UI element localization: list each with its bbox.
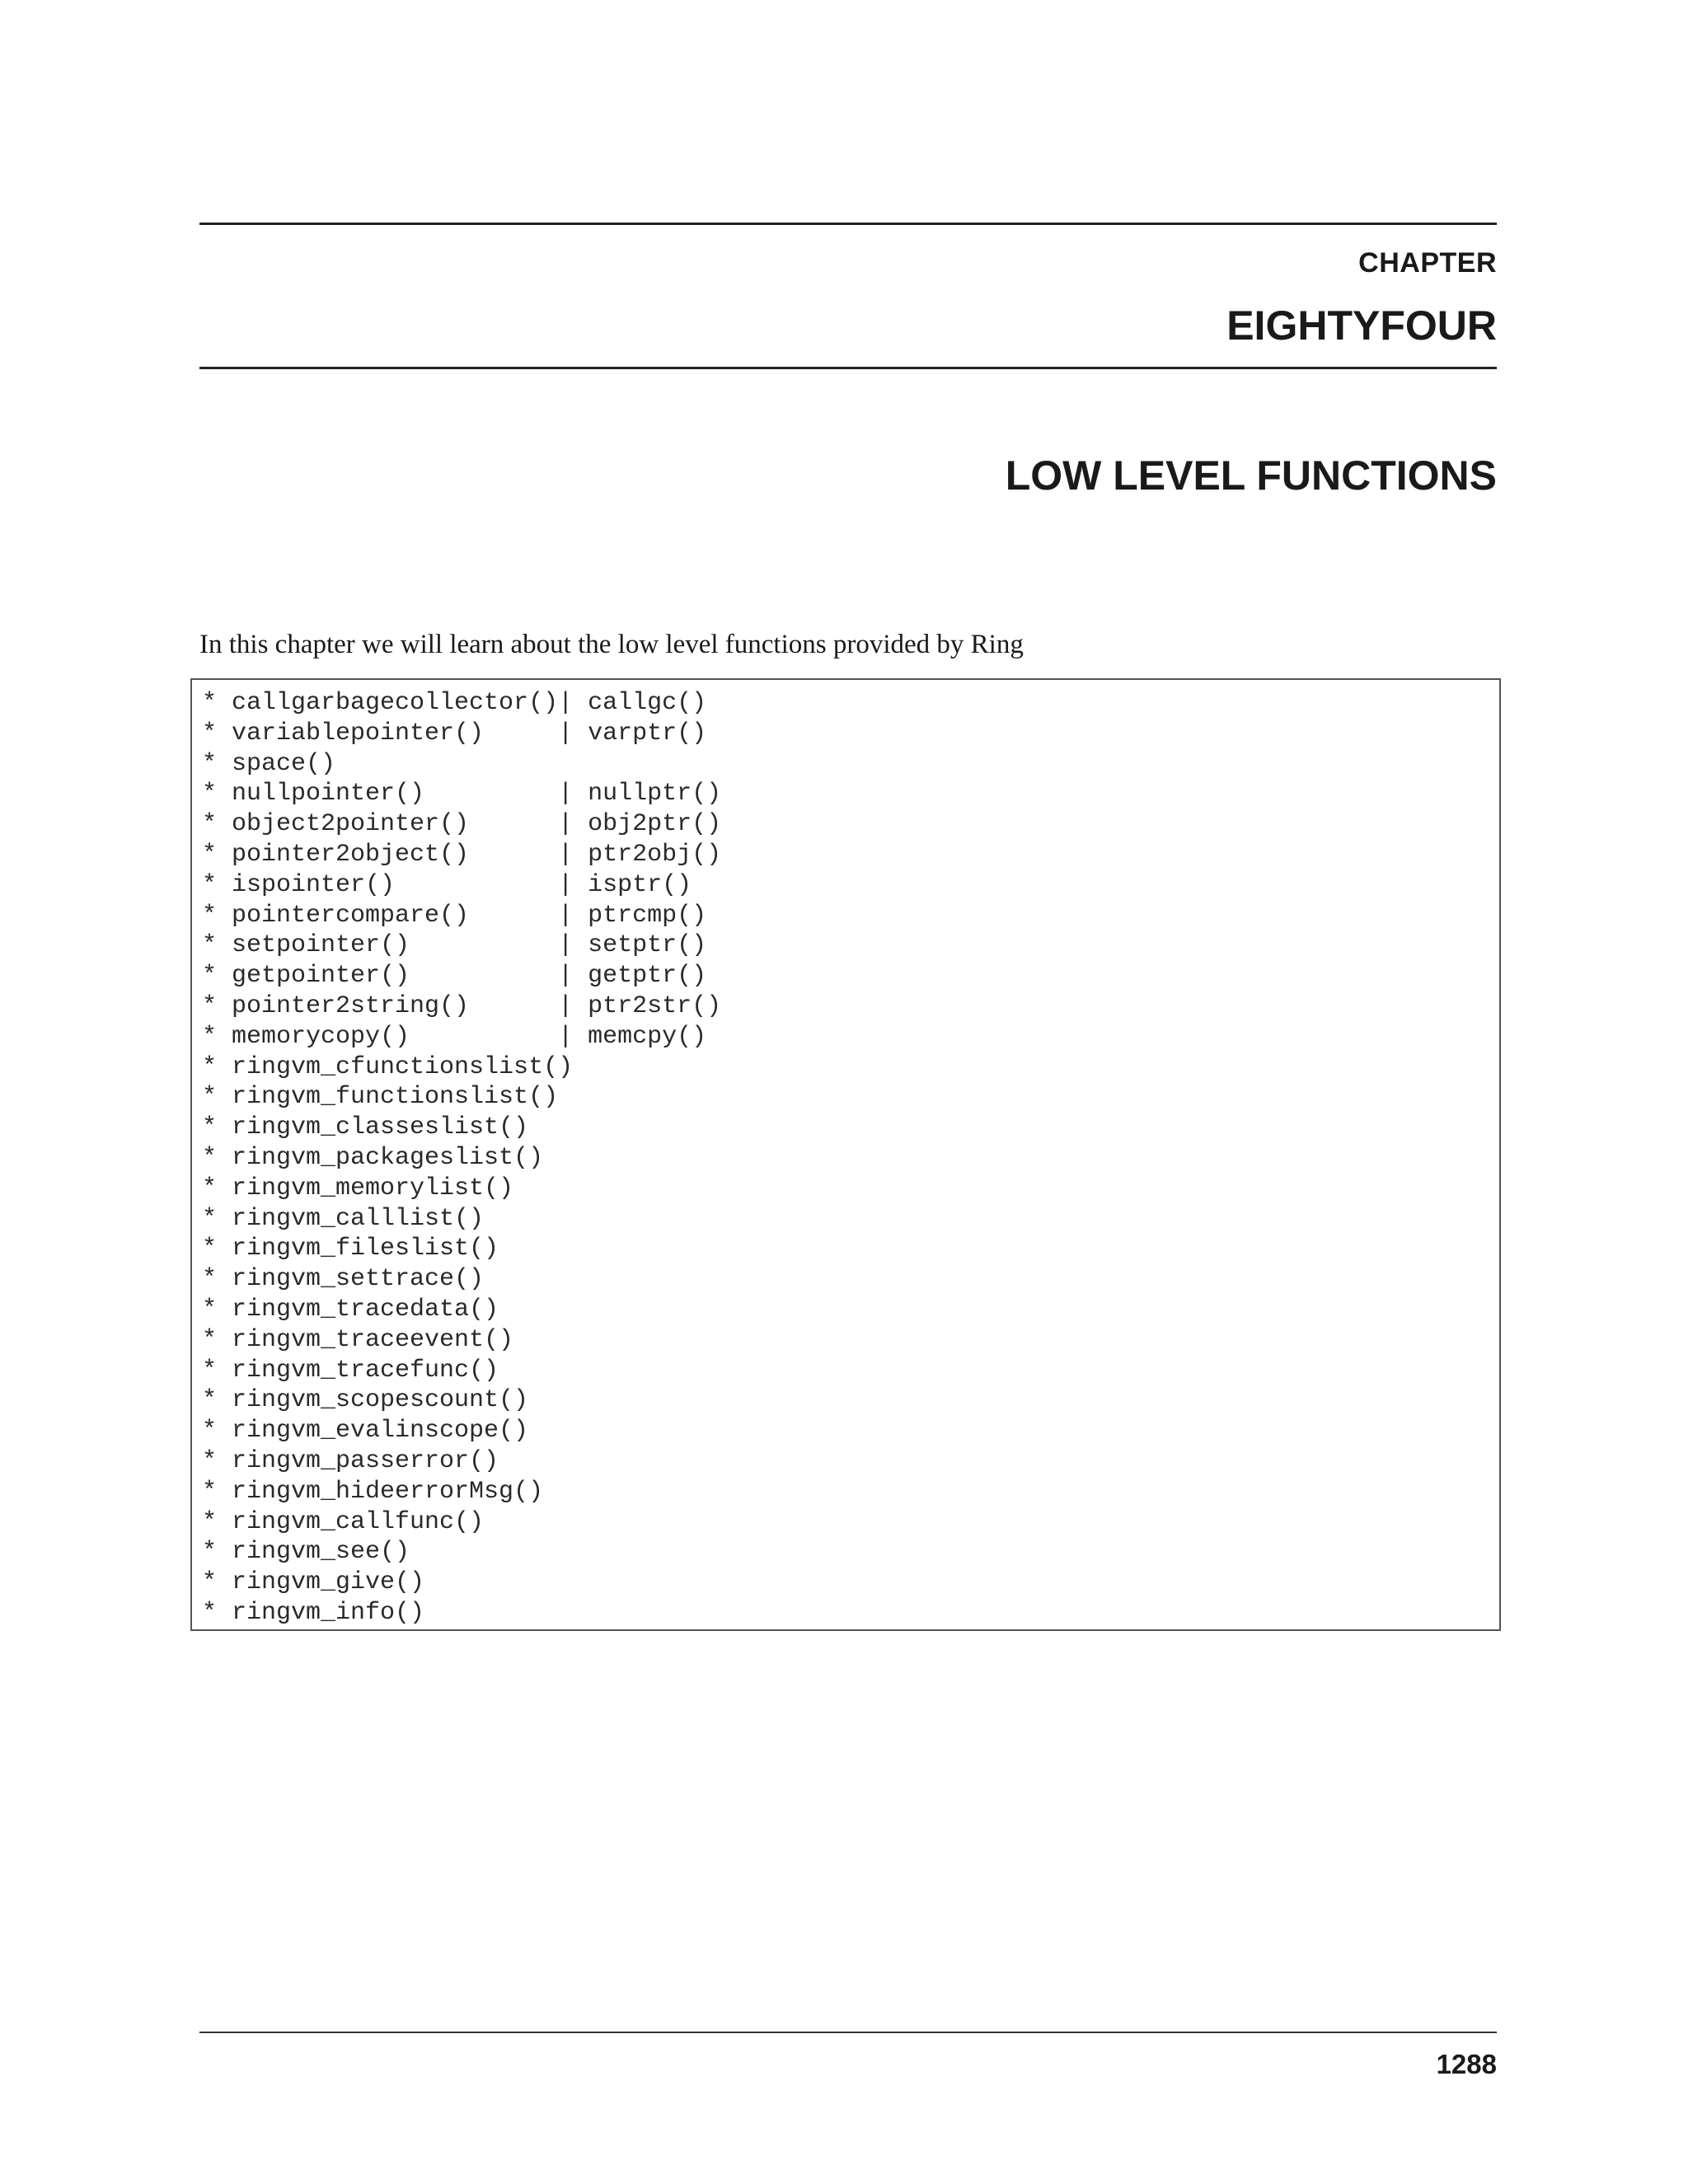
code-line: * object2pointer() | obj2ptr()	[202, 810, 722, 839]
header-top-rule	[199, 223, 1497, 225]
code-line: * ringvm_settrace()	[202, 1265, 485, 1294]
code-line: * ringvm_fileslist()	[202, 1235, 499, 1263]
code-line: * getpointer() | getptr()	[202, 962, 707, 991]
code-line: * ringvm_see()	[202, 1538, 410, 1567]
code-line: * ringvm_cfunctionslist()	[202, 1052, 574, 1081]
code-line: * ringvm_callfunc()	[202, 1507, 485, 1536]
code-line: * ringvm_tracedata()	[202, 1295, 499, 1324]
code-line: * setpointer() | setptr()	[202, 931, 707, 960]
page-number: 1288	[1436, 2049, 1497, 2079]
code-line: * ringvm_passerror()	[202, 1446, 499, 1475]
code-line: * ringvm_give()	[202, 1568, 425, 1597]
code-line: * ringvm_traceevent()	[202, 1325, 514, 1354]
code-line: * pointer2object() | ptr2obj()	[202, 840, 722, 869]
code-line: * ringvm_evalinscope()	[202, 1417, 529, 1446]
chapter-label: CHAPTER	[1358, 247, 1497, 279]
code-line: * ringvm_functionslist()	[202, 1083, 559, 1112]
header-bottom-rule	[199, 367, 1497, 369]
footer-rule	[199, 2032, 1497, 2033]
code-line: * pointer2string() | ptr2str()	[202, 991, 722, 1020]
chapter-number: EIGHTYFOUR	[1226, 302, 1497, 349]
code-line: * ringvm_packageslist()	[202, 1143, 544, 1172]
code-line: * ringvm_hideerrorMsg()	[202, 1477, 544, 1506]
code-line: * ispointer() | isptr()	[202, 870, 692, 899]
code-line: * ringvm_calllist()	[202, 1204, 485, 1233]
code-line: * ringvm_memorylist()	[202, 1174, 514, 1202]
code-line: * ringvm_classeslist()	[202, 1113, 529, 1142]
code-line: * pointercompare() | ptrcmp()	[202, 901, 707, 930]
code-line: * nullpointer() | nullptr()	[202, 780, 722, 808]
code-line: * variablepointer() | varptr()	[202, 719, 707, 748]
chapter-title: LOW LEVEL FUNCTIONS	[1005, 452, 1497, 499]
code-line: * memorycopy() | memcpy()	[202, 1022, 707, 1051]
code-line: * space()	[202, 749, 336, 778]
code-line: * ringvm_info()	[202, 1598, 425, 1627]
code-line: * ringvm_scopescount()	[202, 1386, 529, 1415]
intro-paragraph: In this chapter we will learn about the low level functions provided by Ring	[199, 630, 1024, 659]
code-line: * ringvm_tracefunc()	[202, 1356, 499, 1385]
code-block	[190, 678, 1501, 1631]
code-line: * callgarbagecollector()| callgc()	[202, 689, 707, 717]
